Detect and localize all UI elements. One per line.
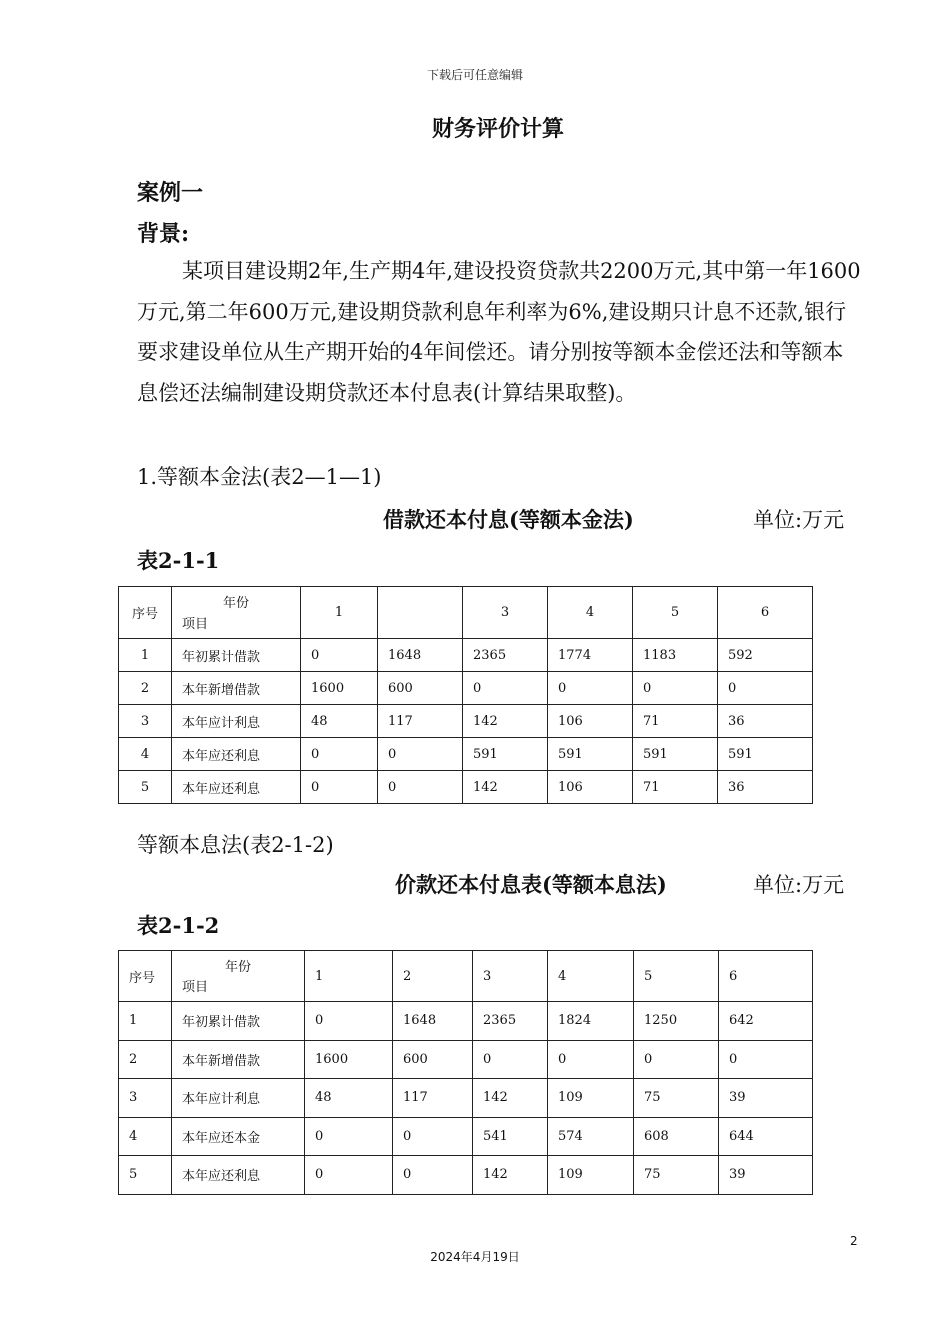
table-cell: 117 xyxy=(378,705,463,738)
table-cell: 0 xyxy=(378,738,463,771)
table-cell: 0 xyxy=(473,1040,548,1079)
table-cell: 1250 xyxy=(634,1002,719,1041)
table-cell: 0 xyxy=(634,1040,719,1079)
table-cell: 3 xyxy=(119,705,172,738)
table-row xyxy=(119,1156,813,1195)
table1-header-year: 年份 xyxy=(222,596,249,611)
table1-header-item: 项目 xyxy=(182,617,209,632)
table-cell: 年初累计借款 xyxy=(172,639,301,672)
table-cell: 1 xyxy=(119,1002,172,1041)
table-cell: 591 xyxy=(633,738,718,771)
table-cell: 本年应还利息 xyxy=(172,738,301,771)
table-row xyxy=(119,1079,813,1118)
table-cell: 0 xyxy=(548,672,633,705)
table-cell: 591 xyxy=(718,738,813,771)
table-cell: 本年新增借款 xyxy=(172,1040,305,1079)
document-title: 财务评价计算 xyxy=(431,116,564,142)
table-cell: 142 xyxy=(463,771,548,804)
table-cell: 592 xyxy=(718,639,813,672)
table-cell: 608 xyxy=(634,1117,719,1156)
table2-header-year: 年份 xyxy=(224,960,251,975)
table-cell: 0 xyxy=(393,1117,473,1156)
table-cell: 5 xyxy=(119,771,172,804)
method1-label: 1.等额本金法(表2—1—1) xyxy=(137,465,382,489)
table-cell: 1824 xyxy=(548,1002,634,1041)
table-cell: 0 xyxy=(719,1040,813,1079)
table2-header-year-col: 1 xyxy=(305,951,393,1002)
table-cell: 0 xyxy=(393,1156,473,1195)
table1-header-year-col: 1 xyxy=(301,587,378,639)
table-row xyxy=(119,1117,813,1156)
table-cell: 0 xyxy=(305,1002,393,1041)
table2-header-item: 项目 xyxy=(182,980,209,995)
table2 xyxy=(118,950,813,1195)
table-cell: 0 xyxy=(378,771,463,804)
table-row xyxy=(119,738,813,771)
background-label: 背景: xyxy=(137,221,190,247)
table-cell: 48 xyxy=(301,705,378,738)
table-cell: 0 xyxy=(548,1040,634,1079)
table-row xyxy=(119,771,813,804)
table-cell: 2365 xyxy=(473,1002,548,1041)
table2-header-year-col: 5 xyxy=(634,951,719,1002)
table1-header-year-col xyxy=(378,587,463,639)
table1-header-year-col: 4 xyxy=(548,587,633,639)
table1-caption: 借款还本付息(等额本金法) xyxy=(383,507,634,532)
table-row xyxy=(119,672,813,705)
table-cell: 本年应还本金 xyxy=(172,1117,305,1156)
table2-header-seq: 序号 xyxy=(119,951,172,1002)
table-cell: 1183 xyxy=(633,639,718,672)
table-cell: 3 xyxy=(119,1079,172,1118)
footer-date: 2024年4月19日 xyxy=(430,1250,520,1264)
table-row xyxy=(119,1040,813,1079)
table-cell: 1774 xyxy=(548,639,633,672)
table-cell: 本年应计利息 xyxy=(172,1079,305,1118)
table-cell: 2 xyxy=(119,1040,172,1079)
table-cell: 109 xyxy=(548,1079,634,1118)
table-cell: 本年新增借款 xyxy=(172,672,301,705)
table-cell: 600 xyxy=(393,1040,473,1079)
table-cell: 71 xyxy=(633,771,718,804)
table1-label: 表2-1-1 xyxy=(137,548,220,573)
table-cell: 1600 xyxy=(301,672,378,705)
table-cell: 本年应计利息 xyxy=(172,705,301,738)
table-cell: 1648 xyxy=(393,1002,473,1041)
table1-header-year-item xyxy=(172,587,301,639)
table-cell: 642 xyxy=(719,1002,813,1041)
table-cell: 48 xyxy=(305,1079,393,1118)
table1 xyxy=(118,586,813,804)
table-cell: 年初累计借款 xyxy=(172,1002,305,1041)
table-cell: 36 xyxy=(718,771,813,804)
table-cell: 0 xyxy=(301,771,378,804)
table-cell: 75 xyxy=(634,1079,719,1118)
table-cell: 0 xyxy=(633,672,718,705)
table-cell: 644 xyxy=(719,1117,813,1156)
table-cell: 0 xyxy=(305,1156,393,1195)
table1-header-year-col: 6 xyxy=(718,587,813,639)
table-row xyxy=(119,705,813,738)
table-row xyxy=(119,639,813,672)
page-number: 2 xyxy=(850,1234,858,1248)
table-cell: 106 xyxy=(548,771,633,804)
table-cell: 600 xyxy=(378,672,463,705)
table1-header-row xyxy=(119,587,813,639)
table-cell: 0 xyxy=(718,672,813,705)
header-note: 下载后可任意编辑 xyxy=(426,68,523,82)
table-cell: 39 xyxy=(719,1079,813,1118)
table-cell: 591 xyxy=(548,738,633,771)
table-cell: 4 xyxy=(119,1117,172,1156)
table1-unit: 单位:万元 xyxy=(753,508,845,532)
table-cell: 1 xyxy=(119,639,172,672)
table-row xyxy=(119,1002,813,1041)
table2-header-year-col: 4 xyxy=(548,951,634,1002)
table-cell: 106 xyxy=(548,705,633,738)
table2-header-row xyxy=(119,951,813,1002)
table2-label: 表2-1-2 xyxy=(137,913,220,938)
table-cell: 0 xyxy=(463,672,548,705)
table1-header-year-col: 3 xyxy=(463,587,548,639)
background-paragraph: 某项目建设期2年,生产期4年,建设投资贷款共2200万元,其中第一年1600万元,第二年600万元,建设期贷款利息年利率为6%,建设期只计息不还款,银行要求建设单位从生产期开始的4年间偿还。请分别按等额本金偿还法和等额本息偿还法编制建设期贷款还本付息表(计算结果取整)。 xyxy=(137,259,861,405)
table-cell: 75 xyxy=(634,1156,719,1195)
table-cell: 2365 xyxy=(463,639,548,672)
table-cell: 117 xyxy=(393,1079,473,1118)
table-cell: 1600 xyxy=(305,1040,393,1079)
table2-header-year-col: 6 xyxy=(719,951,813,1002)
table-cell: 591 xyxy=(463,738,548,771)
table-cell: 1648 xyxy=(378,639,463,672)
table-cell: 4 xyxy=(119,738,172,771)
table-cell: 本年应还利息 xyxy=(172,1156,305,1195)
table-cell: 71 xyxy=(633,705,718,738)
table2-header-year-item xyxy=(172,951,305,1002)
table-cell: 2 xyxy=(119,672,172,705)
table-cell: 0 xyxy=(301,738,378,771)
table-cell: 0 xyxy=(301,639,378,672)
table-cell: 36 xyxy=(718,705,813,738)
table2-header-year-col: 2 xyxy=(393,951,473,1002)
table1-header-year-col: 5 xyxy=(633,587,718,639)
table-cell: 142 xyxy=(473,1079,548,1118)
table-cell: 5 xyxy=(119,1156,172,1195)
table-cell: 574 xyxy=(548,1117,634,1156)
table-cell: 142 xyxy=(463,705,548,738)
table-cell: 本年应还利息 xyxy=(172,771,301,804)
table2-unit: 单位:万元 xyxy=(753,873,845,897)
table-cell: 109 xyxy=(548,1156,634,1195)
table-cell: 0 xyxy=(305,1117,393,1156)
table-cell: 541 xyxy=(473,1117,548,1156)
table2-header-year-col: 3 xyxy=(473,951,548,1002)
case-heading: 案例一 xyxy=(137,180,204,206)
table1-header-seq: 序号 xyxy=(119,587,172,639)
method2-label: 等额本息法(表2-1-2) xyxy=(137,833,334,857)
table-cell: 142 xyxy=(473,1156,548,1195)
table-cell: 39 xyxy=(719,1156,813,1195)
table2-caption: 价款还本付息表(等额本息法) xyxy=(395,872,667,897)
